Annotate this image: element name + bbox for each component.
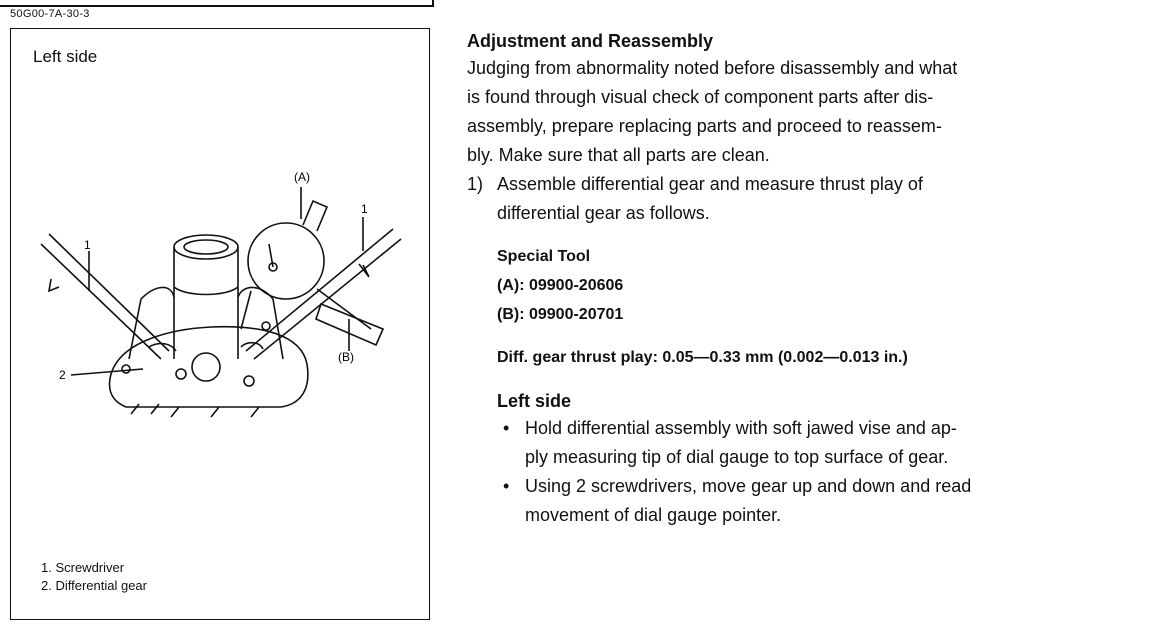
gauge-plunger: [241, 291, 251, 329]
bullet-line: movement of dial gauge pointer.: [525, 505, 782, 525]
center-hole: [192, 353, 220, 381]
differential-gear: [149, 343, 263, 351]
bullet-symbol: •: [503, 418, 510, 438]
left-side-heading: Left side: [497, 391, 572, 411]
bullet-line: ply measuring tip of dial gauge to top surface of gear.: [525, 447, 949, 467]
callout-1-right: 1: [361, 202, 368, 216]
special-tool-item: (A): 09900-20606: [497, 277, 624, 294]
top-frame-edge: [0, 0, 434, 7]
bullet-symbol: •: [503, 476, 510, 496]
bullet-line: Using 2 screwdrivers, move gear up and down and read: [525, 476, 972, 496]
dial-gauge: [248, 223, 324, 299]
step-1: [467, 170, 1107, 228]
figure-panel: [10, 28, 430, 620]
intro-line: bly. Make sure that all parts are clean.: [467, 145, 770, 165]
legend-item: 2. Differential gear: [41, 578, 147, 593]
callout-1-left: 1: [84, 238, 91, 252]
intro-line: assembly, prepare replacing parts and proceed to reassem-: [467, 116, 942, 136]
hub-body: [174, 247, 238, 359]
figure-code: 50G00-7A-30-3: [10, 8, 90, 20]
bullet-item: [497, 414, 1107, 472]
section-heading: Adjustment and Reassembly: [467, 31, 714, 51]
screwdriver-left: [41, 234, 169, 359]
intro-paragraph: [467, 54, 1107, 170]
figure-legend: [41, 559, 147, 595]
step-line: Assemble differential gear and measure thrust play of: [497, 174, 923, 194]
callout-A: (A): [294, 170, 310, 184]
callout-2: 2: [59, 368, 66, 382]
bullet-item: [497, 472, 1107, 530]
differential-illustration: [11, 29, 431, 621]
gauge-stem: [303, 201, 327, 231]
special-tool-label: Special Tool: [497, 248, 591, 265]
special-tool-block: [497, 242, 1107, 329]
step-line: differential gear as follows.: [497, 203, 710, 223]
special-tool-item: (B): 09900-20701: [497, 306, 624, 323]
callout-B: (B): [338, 350, 354, 364]
intro-line: is found through visual check of component parts after dis-: [467, 87, 934, 107]
figure-title: Left side: [33, 47, 98, 66]
figure-code-next: [10, 621, 140, 627]
intro-line: Judging from abnormality noted before disassembly and what: [467, 58, 958, 78]
procedure-text: [467, 28, 1107, 530]
legend-item: 1. Screwdriver: [41, 560, 125, 575]
thrust-play-spec: Diff. gear thrust play: 0.05—0.33 mm (0.002—0.013 in.): [497, 349, 908, 366]
step-number: 1): [467, 174, 484, 194]
bullet-line: Hold differential assembly with soft jawed vise and ap-: [525, 418, 957, 438]
